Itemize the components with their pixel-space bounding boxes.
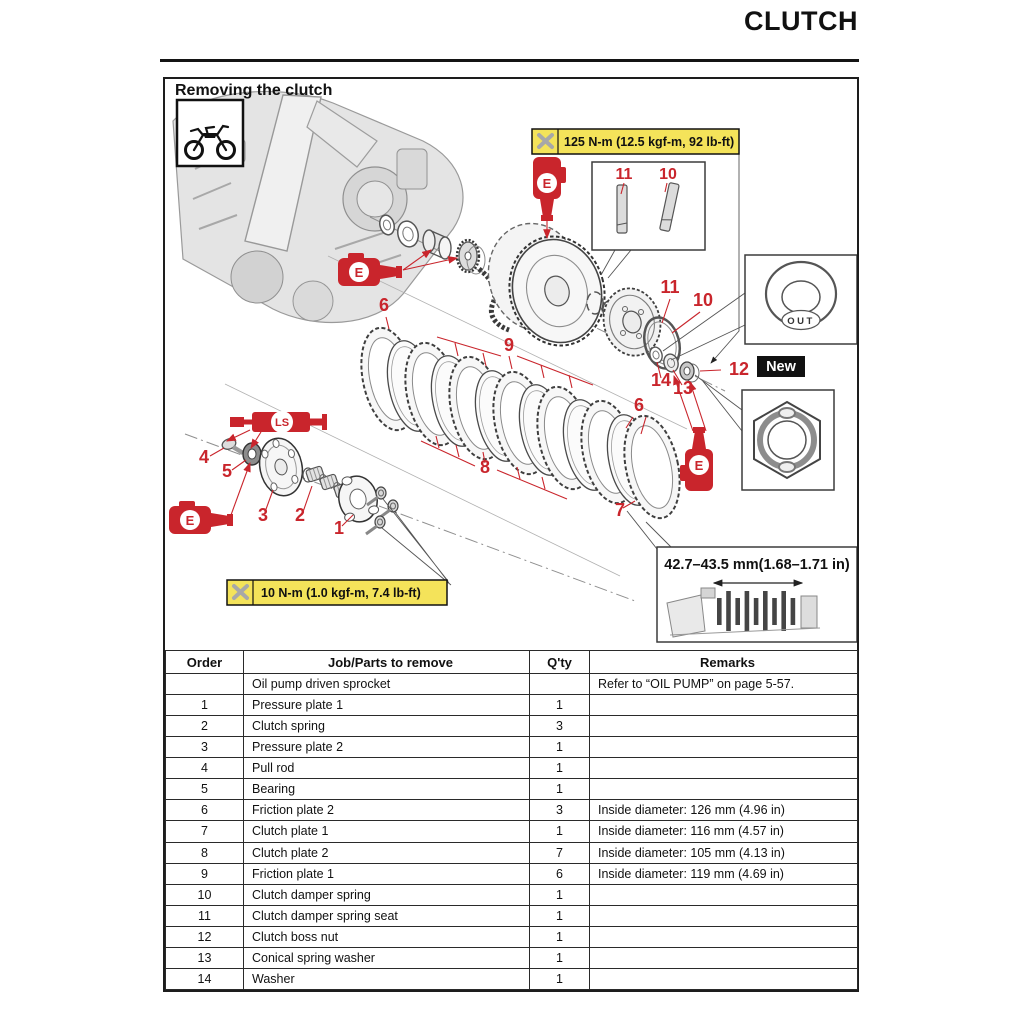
cell-job: Clutch spring: [244, 716, 530, 737]
col-header-job: Job/Parts to remove: [244, 651, 530, 674]
cell-remarks: Inside diameter: 119 mm (4.69 in): [590, 863, 858, 884]
pressure-plate-assembly: [221, 434, 398, 534]
svg-text:E: E: [185, 512, 195, 528]
cell-remarks: Inside diameter: 116 mm (4.57 in): [590, 821, 858, 842]
cell-qty: 1: [530, 968, 590, 989]
cell-remarks: [590, 947, 858, 968]
table-row: [166, 800, 858, 821]
parts-table: [165, 650, 858, 990]
cell-remarks: [590, 884, 858, 905]
measurement-inset-box: [657, 547, 857, 642]
part-number-7: 7: [614, 500, 626, 520]
cell-order: [166, 674, 244, 695]
cell-order: 11: [166, 905, 244, 926]
cell-order: 6: [166, 800, 244, 821]
cell-job: Bearing: [244, 779, 530, 800]
cell-order: 14: [166, 968, 244, 989]
table-row: [166, 968, 858, 989]
svg-text:E: E: [354, 264, 364, 280]
torque-top-value: 125 N-m (12.5 kgf-m, 92 lb-ft): [564, 135, 735, 149]
part-number-4: 4: [198, 447, 210, 467]
cell-order: 13: [166, 947, 244, 968]
part-number-14: 14: [650, 370, 672, 390]
table-row: [166, 947, 858, 968]
cell-remarks: [590, 905, 858, 926]
part-number-11: 11: [660, 277, 680, 297]
cell-remarks: [590, 779, 858, 800]
cell-order: 4: [166, 758, 244, 779]
cell-qty: 1: [530, 947, 590, 968]
cell-order: 1: [166, 695, 244, 716]
table-row: [166, 695, 858, 716]
part-number-2: 2: [294, 505, 306, 525]
cell-order: 7: [166, 821, 244, 842]
cell-job: Friction plate 2: [244, 800, 530, 821]
torque-callout-bottom: [227, 580, 447, 605]
part-number-12: 12: [728, 359, 750, 379]
engine-oil-e-icon: [533, 157, 566, 221]
table-header-row: [166, 651, 858, 674]
out-washer-inset-box: [745, 255, 857, 344]
cell-job: Oil pump driven sprocket: [244, 674, 530, 695]
table-row: [166, 821, 858, 842]
table-row: [166, 674, 858, 695]
cell-job: Clutch damper spring seat: [244, 905, 530, 926]
cell-qty: 1: [530, 926, 590, 947]
clutch-exploded-diagram: [165, 79, 857, 650]
part-number-6-left: 6: [378, 295, 390, 315]
cell-qty: 1: [530, 737, 590, 758]
part-number-10-inset: 10: [659, 166, 677, 183]
table-row: [166, 905, 858, 926]
cell-job: Clutch boss nut: [244, 926, 530, 947]
cell-job: Pressure plate 1: [244, 695, 530, 716]
cell-qty: 1: [530, 905, 590, 926]
cell-qty: 1: [530, 821, 590, 842]
cell-remarks: Refer to “OIL PUMP” on page 5-57.: [590, 674, 858, 695]
damper-spring-inset-box: [592, 162, 705, 250]
cell-job: Clutch plate 1: [244, 821, 530, 842]
cell-order: 10: [166, 884, 244, 905]
part-number-11-inset: 11: [615, 166, 633, 183]
cell-job: Friction plate 1: [244, 863, 530, 884]
section-title: Removing the clutch: [175, 82, 333, 99]
cell-order: 2: [166, 716, 244, 737]
cell-remarks: Inside diameter: 105 mm (4.13 in): [590, 842, 858, 863]
cell-qty: 3: [530, 716, 590, 737]
page-title: CLUTCH: [744, 6, 858, 36]
cell-job: Clutch damper spring: [244, 884, 530, 905]
part-number-3: 3: [257, 505, 269, 525]
table-row: [166, 779, 858, 800]
col-header-qty: Q'ty: [530, 651, 590, 674]
grease-ls-icon: [230, 411, 327, 433]
cell-order: 8: [166, 842, 244, 863]
out-mark-label: OUT: [787, 316, 815, 327]
measurement-value: 42.7–43.5 mm(1.68–1.71 in): [664, 557, 850, 573]
cell-job: Clutch plate 2: [244, 842, 530, 863]
table-row: [166, 884, 858, 905]
engine-oil-e-icon: [680, 427, 713, 491]
pressure-plate-2-part: [254, 434, 307, 499]
torque-callout-top: [532, 129, 739, 154]
cell-job: Pressure plate 2: [244, 737, 530, 758]
col-header-order: Order: [166, 651, 244, 674]
cell-remarks: [590, 968, 858, 989]
motorcycle-icon: [177, 100, 243, 166]
cell-qty: 6: [530, 863, 590, 884]
cell-qty: 7: [530, 842, 590, 863]
svg-text:E: E: [694, 457, 704, 473]
part-number-1: 1: [333, 518, 345, 538]
cell-qty: 1: [530, 884, 590, 905]
table-row: [166, 842, 858, 863]
cell-remarks: [590, 926, 858, 947]
part-number-10: 10: [692, 290, 714, 310]
cell-remarks: [590, 716, 858, 737]
boss-nut-inset-box: [742, 390, 834, 490]
cell-remarks: Inside diameter: 126 mm (4.96 in): [590, 800, 858, 821]
part-number-9: 9: [503, 335, 515, 355]
cell-order: 9: [166, 863, 244, 884]
cell-order: 3: [166, 737, 244, 758]
table-row: [166, 716, 858, 737]
table-row: [166, 758, 858, 779]
new-tag-label: New: [766, 359, 796, 375]
cell-remarks: [590, 737, 858, 758]
cell-qty: 1: [530, 758, 590, 779]
cell-qty: [530, 674, 590, 695]
table-row: [166, 737, 858, 758]
cell-job: Conical spring washer: [244, 947, 530, 968]
cell-qty: 1: [530, 779, 590, 800]
table-row: [166, 863, 858, 884]
part-number-13: 13: [672, 378, 694, 398]
col-header-remarks: Remarks: [590, 651, 858, 674]
torque-bottom-value: 10 N-m (1.0 kgf-m, 7.4 lb-ft): [261, 586, 421, 600]
cell-remarks: [590, 695, 858, 716]
procedure-panel: [163, 77, 859, 992]
part-number-5: 5: [221, 461, 233, 481]
table-row: [166, 926, 858, 947]
part-number-6-right: 6: [633, 395, 645, 415]
cell-job: Pull rod: [244, 758, 530, 779]
svg-text:E: E: [542, 175, 552, 191]
header-rule: [160, 59, 859, 62]
cell-order: 12: [166, 926, 244, 947]
cell-job: Washer: [244, 968, 530, 989]
svg-text:LS: LS: [274, 417, 290, 430]
new-tag: [757, 356, 805, 377]
cell-qty: 3: [530, 800, 590, 821]
cell-qty: 1: [530, 695, 590, 716]
part-number-8: 8: [479, 457, 491, 477]
cell-order: 5: [166, 779, 244, 800]
cell-remarks: [590, 758, 858, 779]
engine-oil-e-icon: [169, 501, 233, 534]
